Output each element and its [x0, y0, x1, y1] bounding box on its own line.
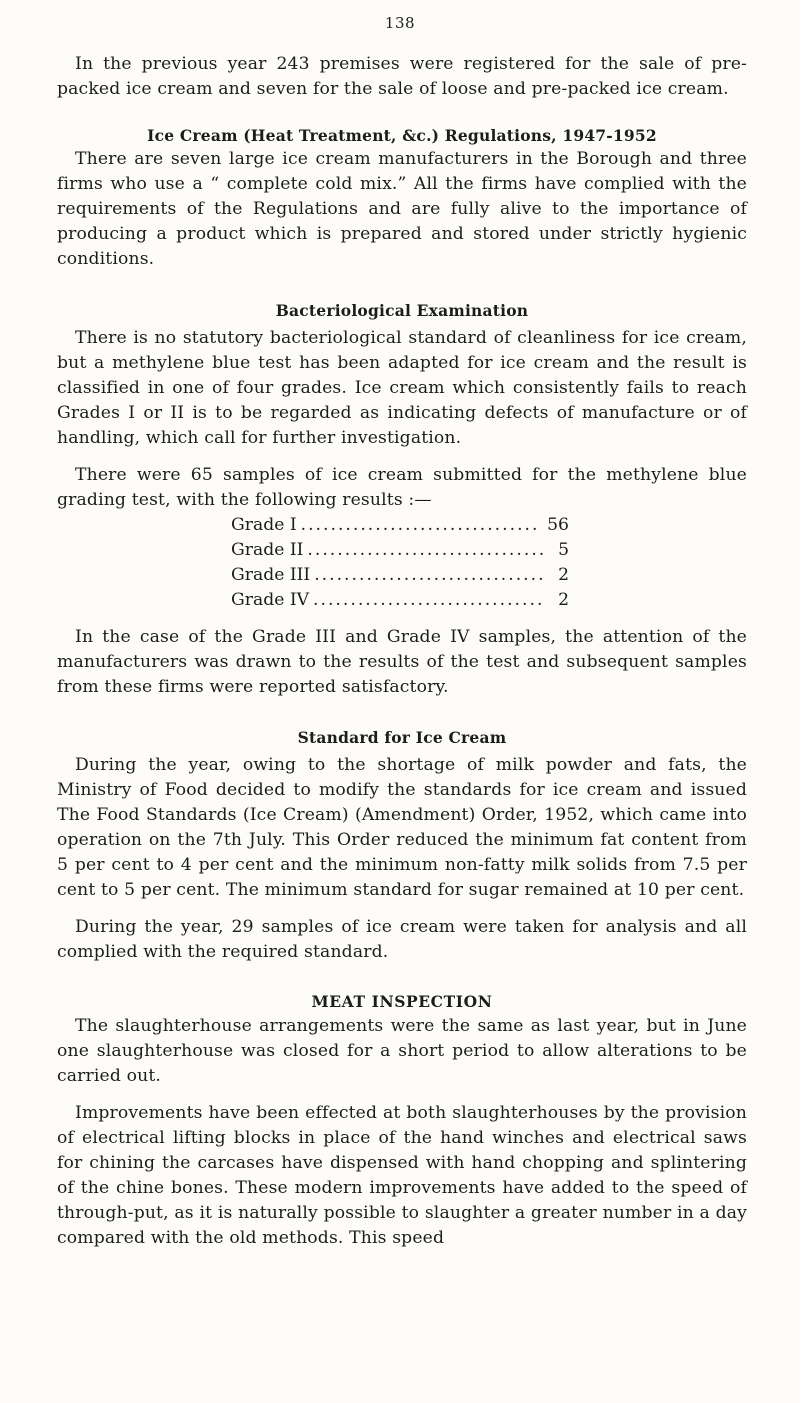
dot-leader: [301, 513, 542, 538]
grade-count: 5: [558, 540, 569, 560]
grade-row: [231, 563, 569, 588]
paragraph-slaughterhouse: The slaughterhouse arrangements were the same as last year, but in June one slaughterhouse was closed for a short period to allow alterations to be carried out.: [57, 1016, 747, 1086]
grade-label: Grade II: [231, 540, 304, 560]
paragraph-manufacturers: There are seven large ice cream manufacturers in the Borough and three firms who use a “ complete cold mix.” All the firms have complied with the requirements of the Regulations and are fully alive to the importance of producing a product which is prepared and stored under strictly hygienic conditions.: [57, 149, 747, 269]
grade-label: Grade IV: [231, 590, 310, 610]
page-number: 138: [384, 14, 416, 32]
paragraph-premises: In the previous year 243 premises were registered for the sale of pre-packed ice cream and seven for the sale of loose and pre-packed ice cream.: [57, 54, 747, 99]
heading-standard-ice-cream: Standard for Ice Cream: [297, 728, 507, 747]
grade-row: [231, 513, 569, 538]
grade-row: [231, 588, 569, 613]
heading-heat-treatment: Ice Cream (Heat Treatment, &c.) Regulations, 1947-1952: [147, 126, 657, 145]
grade-label: Grade I: [231, 515, 297, 535]
grade-count: 56: [547, 515, 569, 535]
grade-count: 2: [558, 565, 569, 585]
dot-leader: [313, 588, 545, 613]
paragraph-samples-submitted: There were 65 samples of ice cream submitted for the methylene blue grading test, with the following results :—: [57, 465, 747, 510]
paragraph-samples-analysis: During the year, 29 samples of ice cream were taken for analysis and all complied with the required standard.: [57, 917, 747, 962]
paragraph-improvements: Improvements have been effected at both slaughterhouses by the provision of electrical lifting blocks in place of the hand winches and electrical saws for chining the carcases have dispensed with hand chopping and splintering of the chine bones. These modern improvements have added to the speed of through-put, as it is naturally possible to slaughter a greater number in a day compared with the old methods. This speed: [57, 1103, 747, 1248]
paragraph-grade-iii-iv: In the case of the Grade III and Grade IV samples, the attention of the manufacturers was drawn to the results of the test and subsequent samples from these firms were reported satisfactory.: [57, 627, 747, 697]
paragraph-ministry-of-food: During the year, owing to the shortage of milk powder and fats, the Ministry of Food decided to modify the standards for ice cream and issued The Food Standards (Ice Cream) (Amendment) Order, 1952, which came into operation on the 7th July. This Order reduced the minimum fat content from 5 per cent to 4 per cent and the minimum non-fatty milk solids from 7.5 per cent to 5 per cent. The minimum standard for sugar remained at 10 per cent.: [57, 755, 747, 900]
grade-label: Grade III: [231, 565, 311, 585]
heading-meat-inspection: MEAT INSPECTION: [311, 992, 493, 1011]
grade-row: [231, 538, 569, 563]
heading-bacteriological: Bacteriological Examination: [275, 301, 529, 320]
dot-leader: [307, 538, 545, 563]
grades-list: [231, 513, 569, 613]
grade-count: 2: [558, 590, 569, 610]
paragraph-methylene-blue: There is no statutory bacteriological standard of cleanliness for ice cream, but a methylene blue test has been adapted for ice cream and the result is classified in one of four grades. Ice cream which consistently fails to reach Grades I or II is to be regarded as indicating defects of manufacture or of handling, which call for further investigation.: [57, 328, 747, 448]
page-body: [57, 52, 747, 1251]
dot-leader: [314, 563, 545, 588]
